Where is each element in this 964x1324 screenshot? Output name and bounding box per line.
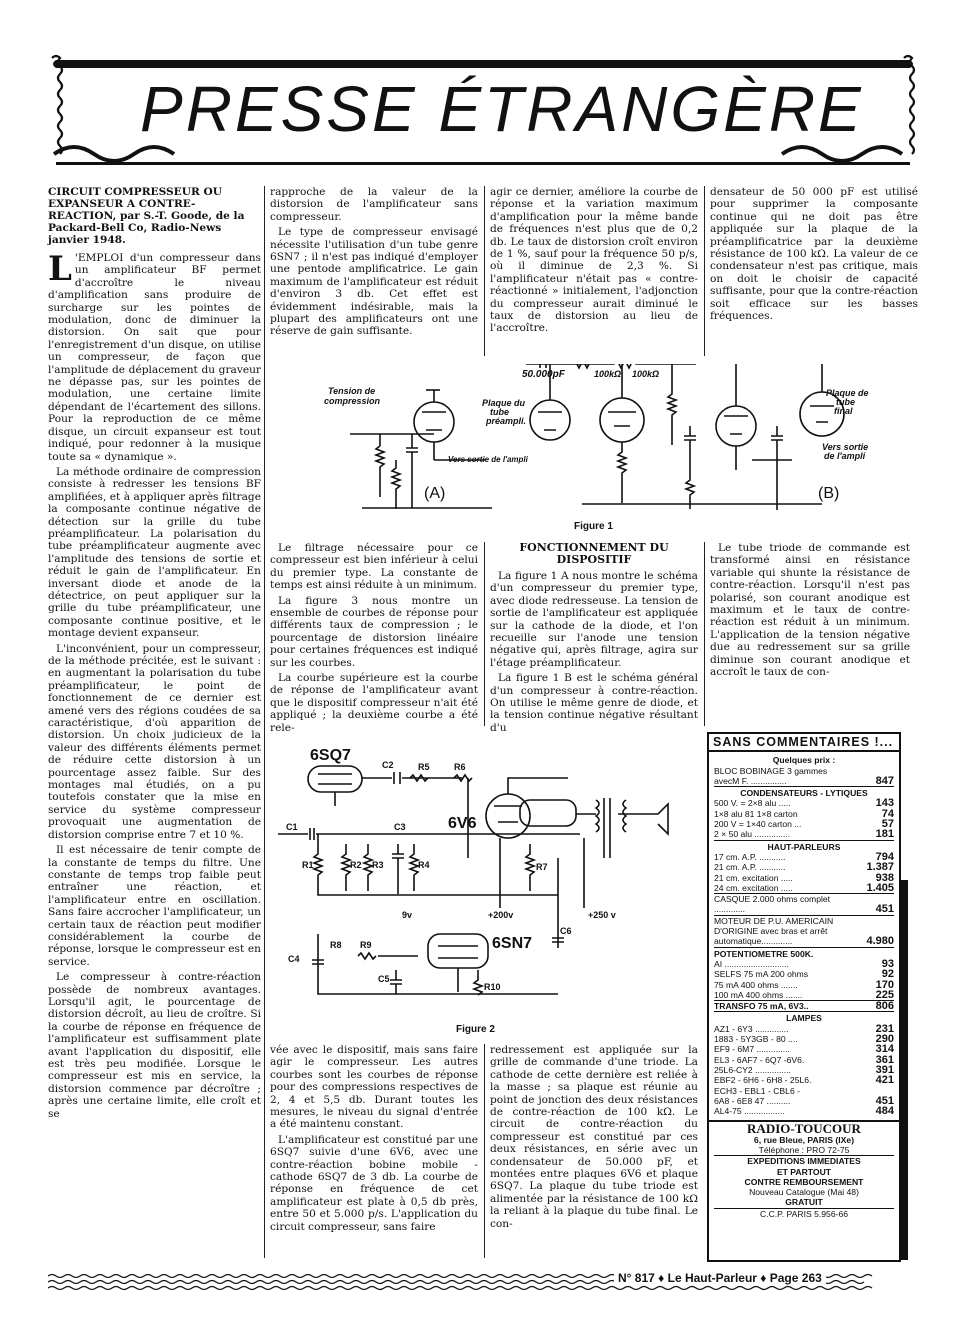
fig2-label: C1 bbox=[286, 822, 298, 832]
fig2-label: R5 bbox=[418, 762, 430, 772]
fig1-label: final bbox=[834, 406, 853, 416]
ad-item: SELFS 75 mA 200 ohms 92 bbox=[714, 968, 894, 981]
ad-gratuit: GRATUIT bbox=[785, 1197, 823, 1208]
column-divider bbox=[264, 186, 265, 1258]
paragraph: La figure 1 A nous montre le schéma d'un compresseur du premier type, avec diode redresseuse. La tension de sortie de l'amplificateur est appliquée sur la cathode de la diode, et l'on recueille sur l'anode une tension négative qui, après filtrage, agira sur l'étage préamplificateur. bbox=[490, 570, 698, 669]
fig1-label: Plaque du bbox=[482, 398, 526, 408]
ad-section-heading: HAUT-PARLEURS bbox=[714, 840, 894, 852]
fig2-label: +250 v bbox=[588, 910, 616, 920]
fig1-label: Plaque de bbox=[826, 388, 869, 398]
ad-item: 2 × 50 alu ............... 181 bbox=[714, 828, 894, 841]
paragraph: La courbe supérieure est la courbe de réponse de l'amplificateur avant que le dispositif compresseur n'ait été appliqué ; la deuxième courbe a été rele- bbox=[270, 672, 478, 734]
fig2-label: R8 bbox=[330, 940, 342, 950]
drop-cap: L bbox=[48, 249, 72, 289]
ad-catalogue: Nouveau Catalogue (Mai 48) bbox=[749, 1187, 859, 1198]
ad-item: 25L6-CY2 ............... 391 bbox=[714, 1063, 894, 1076]
ad-item: TRANSFO 75 mA, 6V3.. 806 bbox=[714, 1000, 894, 1013]
fig2-label: R6 bbox=[454, 762, 466, 772]
ad-item: avecM F. ............... 847 bbox=[714, 774, 894, 787]
article-column-3-bottom bbox=[490, 1044, 698, 1233]
ad-item: 21 cm. A.P. ........... 1.387 bbox=[714, 861, 894, 874]
fig2-label: R7 bbox=[536, 862, 548, 872]
fig2-label: 6SN7 bbox=[492, 935, 533, 952]
column-divider bbox=[484, 186, 485, 356]
ad-title: SANS COMMENTAIRES !... bbox=[709, 734, 899, 752]
fig1-label: 50.000pF bbox=[522, 369, 565, 380]
ad-subtitle: Quelques prix : bbox=[772, 755, 836, 766]
ad-item: ECH3 - EBL1 - CBL6 - bbox=[714, 1085, 800, 1096]
fig1-label: (A) bbox=[424, 485, 446, 502]
article-column-3-top bbox=[490, 186, 698, 338]
figure-2-caption: Figure 2 bbox=[456, 1024, 495, 1035]
article-column-2-middle bbox=[270, 542, 478, 737]
ad-item: EF9 - 6M7 .............. 314 bbox=[714, 1043, 894, 1056]
column-divider bbox=[704, 542, 705, 726]
paragraph: Le compresseur à contre-réaction possède de nombreux avantages. Lorsqu'il agit, le pourcentage de distorsion décroît, au lieu de croître. Si la courbe de réponse en fréquence de l'amplificateur est suffisamment plate avant l'application du dispositif, elle est très peu modifiée. Lorsque le compresseur est mis en service, la distorsion commence par décroître ; après une certaine limite, elle croît et se bbox=[48, 971, 261, 1120]
ad-item: EL3 - 6AF7 - 6Q7 -6V6. 361 bbox=[714, 1053, 894, 1066]
fig2-label: C5 bbox=[378, 974, 390, 984]
paragraph: Le type de compresseur envisagé nécessite l'utilisation d'un tube genre 6SN7 ; il n'est pas indiqué d'employer une pentode amplificatrice. Le gain maximum de l'amplificateur est réduit d'environ 3 db. Cet effet est évidemment indésirable, mais la plupart des amplificateurs ont une réserve de gain suffisante. bbox=[270, 226, 478, 338]
ad-phone: Téléphone : PRO 72-75 bbox=[758, 1144, 850, 1155]
ad-item: 75 mA 400 ohms ....... 170 bbox=[714, 978, 894, 991]
fig2-label: R4 bbox=[418, 860, 430, 870]
ad-item: AZ1 - 6Y3 .............. 231 bbox=[714, 1022, 894, 1035]
article-heading: CIRCUIT COMPRESSEUR OU EXPANSEUR A CONTRE-REACTION, par S.-T. Goode, de la Packard-Bell Co, Radio-News janvier 1948. bbox=[48, 186, 245, 246]
paragraph: Le filtrage nécessaire pour ce compresseur est bien inférieur à celui du premier type. La constante de temps est ainsi réduite à un minimum. bbox=[270, 542, 478, 592]
ad-section-heading: CONDENSATEURS - LYTIQUES bbox=[714, 786, 894, 798]
fig2-label: 6SQ7 bbox=[310, 747, 351, 764]
article-column-4-middle bbox=[710, 542, 910, 681]
fig1-label: de l'ampli bbox=[824, 451, 866, 461]
paragraph: densateur de 50 000 pF est utilisé pour supprimer la composante continue qui ne doit pas être appliquée sur la plaque de la préamplificatrice par la deuxième résistance de 100 kΩ. La valeur de ce condensateur n'est pas critique, mais on doit le choisir de capacité suffisante, pour que la contre-réaction soit efficace sur les basses fréquences. bbox=[710, 186, 918, 323]
ad-ccp: C.C.P. PARIS 5.956-66 bbox=[714, 1208, 894, 1219]
ad-item: 17 cm. A.P. ........... 794 bbox=[714, 850, 894, 863]
fig1-label: 100kΩ bbox=[594, 369, 622, 379]
ad-section-heading: LAMPES bbox=[714, 1011, 894, 1023]
article-column-2-bottom bbox=[270, 1044, 478, 1236]
fig2-label: C4 bbox=[288, 954, 300, 964]
paragraph: Il est nécessaire de tenir compte de la constante de temps du filtre. Une constante de temps trop faible peut entraîner une réaction, et l'amplificateur entre en oscillation. Sans faire accrocher l'amplificateur, un certain taux de réaction peut modifier considérablement la courbe de réponse, lorsque le compresseur est en service. bbox=[48, 844, 261, 968]
ad-address: 6, rue Bleue, PARIS (IXe) bbox=[753, 1134, 855, 1145]
paragraph: redressement est appliquée sur la grille de commande d'une triode. La cathode de cette dernière est reliée à la masse ; sa plaque est réunie au point de jonction des deux résistances de contre-réaction de 100 kΩ. Le circuit de contre-réaction du compresseur est constitué par ces deux résistances, en série avec un condensateur de 50.000 pF, et montées entre plaques 6V6 et plaque 6SQ7. La plaque du tube triode est alimentée par la résistance de 100 kΩ la reliant à la plaque du tube final. Le con- bbox=[490, 1044, 698, 1230]
article-column-4-top bbox=[710, 186, 918, 325]
paragraph: La figure 3 nous montre un ensemble de courbes de réponse pour différents taux de compression ; le pourcentage de distorsion linéaire pour certaines fréquences est indiqué sur les courbes. bbox=[270, 594, 478, 669]
figure-1-schematic bbox=[322, 364, 882, 514]
column-divider bbox=[484, 1044, 485, 1258]
ad-item: 21 cm. excitation ..... 938 bbox=[714, 871, 894, 884]
fig2-label: 9v bbox=[402, 910, 413, 920]
ad-item: AL4-75 ................. 484 bbox=[714, 1105, 894, 1118]
figure-1-caption: Figure 1 bbox=[574, 521, 613, 532]
page-title: PRESSE ÉTRANGÈRE bbox=[140, 73, 864, 145]
fig2-label: C2 bbox=[382, 760, 394, 770]
paragraph: L'amplificateur est constitué par une 6SQ7 suivie d'une 6V6, avec une contre-réaction bobine mobile - cathode 6SQ7 de 3 db. La courbe de réponse en fréquence de cet amplificateur est plate à 0,5 db près, entre 50 et 5.000 p/s. L'application du circuit compresseur, sans faire bbox=[270, 1133, 478, 1233]
ad-section-heading: POTENTIOMETRE 500K. bbox=[714, 947, 894, 959]
ad-item: EBF2 - 6H6 - 6H8 - 25L6. 421 bbox=[714, 1074, 894, 1087]
footer-page-info: N° 817 ♦ Le Haut-Parleur ♦ Page 263 bbox=[614, 1271, 826, 1285]
ad-shipping: ET PARTOUT bbox=[776, 1166, 832, 1177]
paragraph: La figure 1 B est le schéma général d'un compresseur à contre-réaction. On utilise le même genre de diode, et la tension continue négative résultant d'u bbox=[490, 672, 698, 734]
ad-item: 24 cm. excitation ..... 1.405 bbox=[714, 881, 894, 894]
ad-item: 500 V. = 2×8 alu ..... 143 bbox=[714, 797, 894, 810]
fig2-label: C6 bbox=[560, 926, 572, 936]
ad-item: AI ........................... 93 bbox=[714, 957, 894, 970]
fig1-label: 100kΩ bbox=[632, 369, 660, 379]
ad-company: RADIO-TOUCOUR bbox=[709, 1120, 899, 1134]
ad-shipping: CONTRE REMBOURSEMENT bbox=[744, 1176, 864, 1187]
fig1-label: compression bbox=[324, 396, 381, 406]
advertisement-box bbox=[707, 732, 901, 1262]
ad-shipping: EXPEDITIONS IMMEDIATES bbox=[714, 1155, 894, 1166]
fig2-label: R2 bbox=[350, 860, 362, 870]
column-divider bbox=[704, 186, 705, 356]
ad-item: 6A8 - 6E8 47 .......... 451 bbox=[714, 1094, 894, 1107]
ad-item: CASQUE 2.000 ohms complet ............. 451 bbox=[714, 894, 894, 916]
ad-item: 200 V = 1×40 carton ... 57 bbox=[714, 818, 894, 831]
paragraph: vée avec le dispositif, mais sans faire agir le compresseur. Les autres courbes sont les courbes de réponse pour des compressions respectives de 2, 4 et 5,5 db. Durant toutes les mesures, le niveau du signal d'entrée a été maintenu constant. bbox=[270, 1044, 478, 1131]
ad-item: BLOC BOBINAGE 3 gammes bbox=[714, 765, 828, 776]
fig2-label: R9 bbox=[360, 940, 372, 950]
ad-item: 1×8 alu 81 1×8 carton 74 bbox=[714, 807, 894, 820]
fig1-label: préampli. bbox=[486, 416, 527, 426]
ad-item: 100 mA 400 ohms ....... 225 bbox=[714, 988, 894, 1001]
fig1-label: Vers sortie de l'ampli bbox=[448, 455, 528, 464]
fig2-label: C3 bbox=[394, 822, 406, 832]
fig2-label: R3 bbox=[372, 860, 384, 870]
figure-2-schematic bbox=[278, 738, 700, 1020]
fig1-label: tube bbox=[490, 407, 509, 417]
fig1-label: (B) bbox=[818, 485, 840, 502]
paragraph: La méthode ordinaire de compression consiste à redresser les tensions BF amplifiées, et à appliquer après filtrage la composante continue négative de détection sur la grille du tube préamplificateur. La polarisation du tube préamplificateur augmente avec l'amplitude des tensions de sortie et réduit le gain de l'amplificateur. En inversant diode et anode de la détectrice, on peut appliquer sur la grille du tube préamplificateur, une composante continue positive, et le montage devient expanseur. bbox=[48, 465, 261, 640]
paragraph: Le tube triode de commande est transformé ainsi en résistance variable qui shunte la résistance de contre-réaction. Lorsqu'il n'est pas polarisé, son courant anodique est maximum et le taux de contre-réaction est réduit à un minimum. L'application de la tension négative due au redressement sur sa grille diminue son courant anodique et accroît le taux de con- bbox=[710, 542, 910, 679]
paragraph: 'EMPLOI d'un compresseur dans un amplificateur BF permet d'accroître le niveau d'amplification sans produire de surcharge sur les pointes de modulation, donc de diminuer la distorsion. On sait que pour l'enregistrement d'un disque, on utilise un compresseur, de façon que l'amplitude de déplacement du graveur ne dépasse pas, sur les pointes de modulation, une certaine limite dépendant de l'écartement des sillons. Pour la reproduction de ce même disque, un circuit expanseur est tout indiqué, pour redonner à la musique toute sa « dynamique ». bbox=[48, 252, 261, 463]
fig2-label: 6V6 bbox=[448, 815, 477, 832]
fig2-label: R1 bbox=[302, 860, 314, 870]
paragraph: rapproche de la valeur de la distorsion de l'amplificateur sans compresseur. bbox=[270, 186, 478, 223]
fig1-label: Tension de bbox=[328, 386, 376, 396]
fig1-label: Vers sortie bbox=[822, 442, 869, 452]
article-column-1 bbox=[48, 186, 261, 1123]
paragraph: L'inconvénient, pour un compresseur, de la méthode précitée, est le suivant : en augmentant la polarisation du tube préamplificateur, le point de fonctionnement de ce dernier est amené vers des régions coudées de sa caractéristique, d'où apparition de distorsion. Un choix judicieux de la valeur des différents éléments permet de réduire cette distorsion à un pourcentage assez faible. Sur des montages mal étudiés, on a pu toutefois constater que la mise en service du système compresseur provoquait une augmentation de distorsion comprise entre 7 et 10 %. bbox=[48, 642, 261, 841]
fig2-label: R10 bbox=[484, 982, 501, 992]
fig2-label: +200v bbox=[488, 910, 514, 920]
column-divider bbox=[484, 542, 485, 726]
fig1-label: tube bbox=[836, 397, 855, 407]
article-column-3-middle bbox=[490, 542, 698, 737]
ad-item: 1883 - 5Y3GB - 80 .... 290 bbox=[714, 1033, 894, 1046]
paragraph: agir ce dernier, améliore la courbe de réponse et la variation maximum d'amplification pour la même bande de fréquences n'est plus que de 0,2 db. Le taux de distorsion croît environ de 1 %, sauf pour la fréquence 50 p/s, où il diminue de 2,3 %. Si l'amplificateur n'était pas « contre-réactionné » initialement, l'adjonction du compresseur aurait diminué le taux de distorsion au lieu de l'accroître. bbox=[490, 186, 698, 335]
ad-item: MOTEUR DE P.U. AMERICAIN D'ORIGINE avec bras et arrêt automatique............. 4.980 bbox=[714, 915, 894, 948]
section-title: FONCTIONNEMENT DU DISPOSITIF bbox=[519, 541, 669, 566]
article-column-2-top bbox=[270, 186, 478, 341]
